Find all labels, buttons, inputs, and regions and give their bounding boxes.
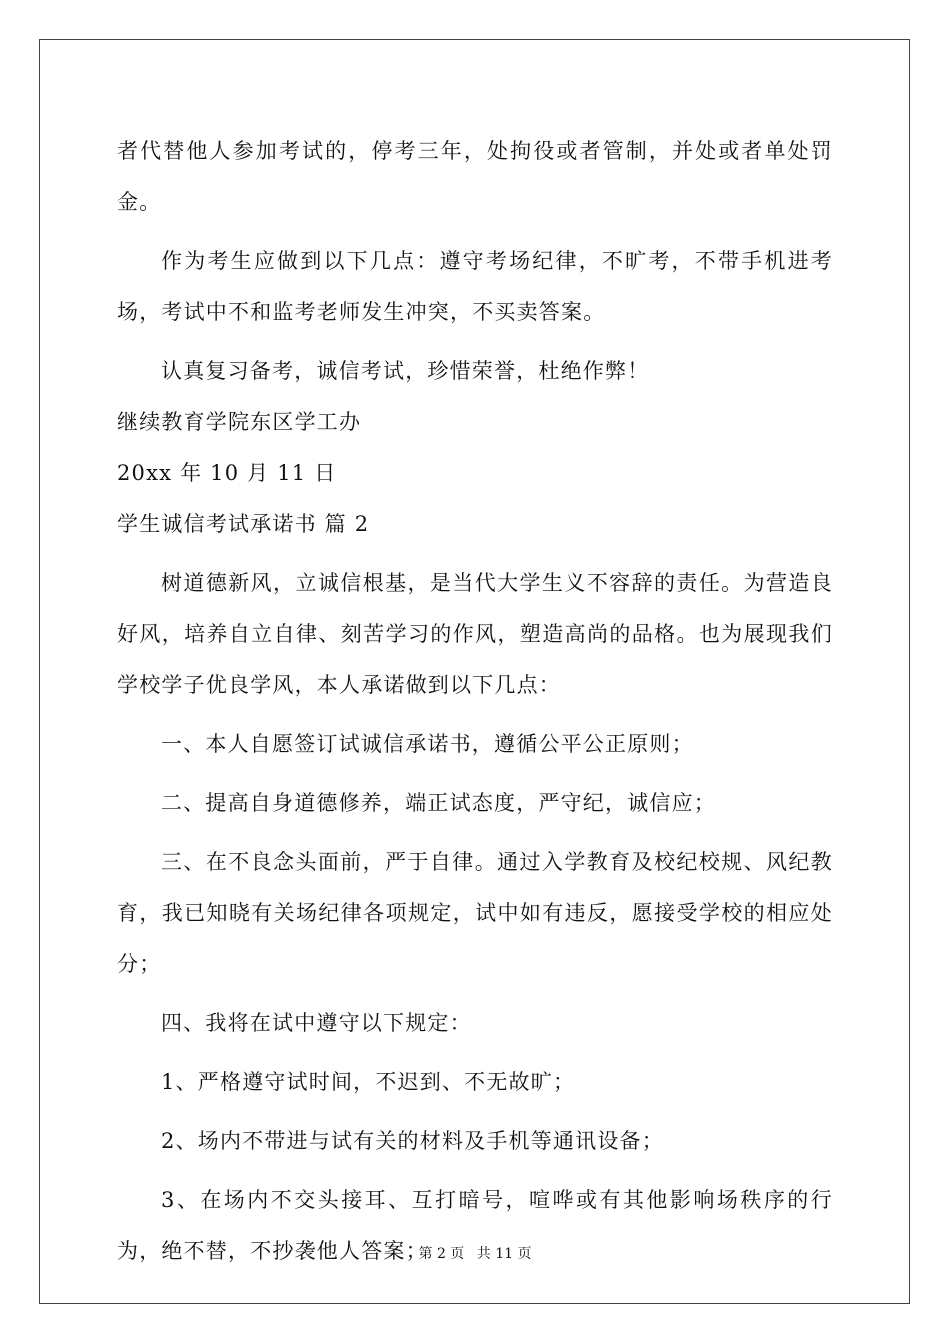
page-number: 第 2 页 xyxy=(418,1246,465,1262)
signature-date: 20xx 年 10 月 11 日 xyxy=(117,461,337,485)
paragraph-intro: 树道德新风，立诚信根基，是当代大学生义不容辞的责任。为营造良好风，培养自立自律、刻苦学习的作风，塑造高尚的品格。也为展现我们学校学子优良学风，本人承诺做到以下几点： xyxy=(117,571,833,697)
paragraph-1: 者代替他人参加考试的，停考三年，处拘役或者管制，并处或者单处罚金。 xyxy=(117,139,833,214)
signature-office: 继续教育学院东区学工办 xyxy=(117,410,362,434)
section-heading: 学生诚信考试承诺书 篇 2 xyxy=(117,512,370,536)
document-body xyxy=(117,126,833,1277)
paragraph-2: 作为考生应做到以下几点：遵守考场纪律，不旷考，不带手机进考场，考试中不和监考老师发生冲突，不买卖答案。 xyxy=(117,249,833,324)
list-item-4: 四、我将在试中遵守以下规定： xyxy=(161,1011,472,1035)
sub-item-2: 2、场内不带进与试有关的材料及手机等通讯设备； xyxy=(161,1129,664,1153)
paragraph-3: 认真复习备考，诚信考试，珍惜荣誉，杜绝作弊！ xyxy=(161,359,650,383)
sub-item-3: 3、在场内不交头接耳、互打暗号，喧哗或有其他影响场秩序的行为，绝不替，不抄袭他人答案； xyxy=(117,1188,833,1263)
page-footer xyxy=(0,1243,950,1263)
list-item-3: 三、在不良念头面前，严于自律。通过入学教育及校纪校规、风纪教育，我已知晓有关场纪律各项规定，试中如有违反，愿接受学校的相应处分； xyxy=(117,850,833,976)
list-item-2: 二、提高自身道德修养，端正试态度，严守纪，诚信应； xyxy=(161,791,716,815)
list-item-1: 一、本人自愿签订试诚信承诺书，遵循公平公正原则； xyxy=(161,732,694,756)
sub-item-1: 1、严格遵守试时间，不迟到、不无故旷； xyxy=(161,1070,576,1094)
page-total: 共 11 页 xyxy=(476,1246,532,1262)
